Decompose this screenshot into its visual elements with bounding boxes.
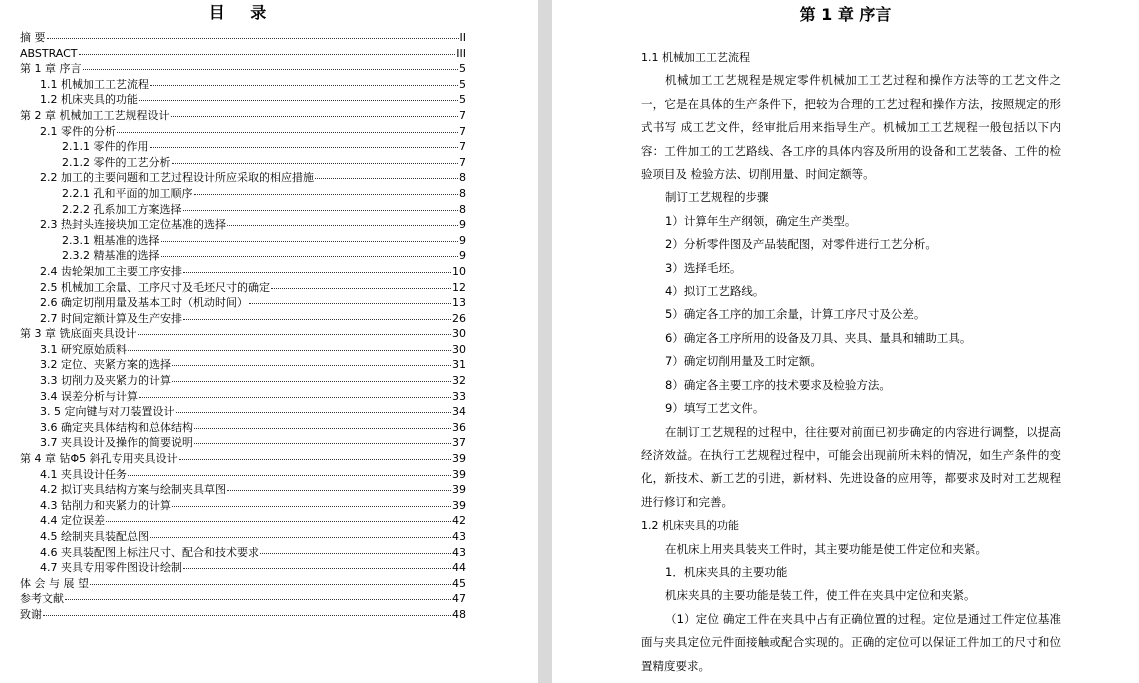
- list-item: 2）分析零件图及产品装配图，对零件进行工艺分析。: [665, 237, 937, 252]
- toc-entry-page: 8: [459, 202, 466, 216]
- toc-leader-dots: [172, 162, 459, 164]
- toc-entry-label: 3.4 误差分析与计算: [40, 389, 138, 403]
- toc-entry-page: 9: [459, 218, 466, 232]
- paragraph: （1）定位 确定工件在夹具中占有正确位置的过程。定位是通过工件定位基准面与夹具定位元件面接触或配合实现的。正确的定位可以保证工件加工的尺寸和位置精度要求。: [641, 611, 1061, 673]
- page-gutter: [538, 0, 552, 683]
- chapter-title: 第 1 章 序言: [799, 5, 892, 24]
- toc-entry-label: 1.2 机床夹具的功能: [40, 93, 138, 107]
- toc-entry-label: 4.6 夹具装配图上标注尺寸、配合和技术要求: [40, 545, 259, 559]
- toc-leader-dots: [227, 489, 451, 491]
- list-item: 7）确定切削用量及工时定额。: [665, 354, 822, 369]
- toc-leader-dots: [172, 505, 451, 507]
- toc-entry[interactable]: [20, 186, 466, 202]
- toc-leader-dots: [176, 411, 452, 413]
- toc-entry[interactable]: [20, 560, 466, 576]
- toc-entry[interactable]: [20, 170, 466, 186]
- toc-leader-dots: [83, 68, 459, 70]
- toc-entry-label: 2.1.1 零件的作用: [62, 140, 149, 154]
- toc-entry-label: 3.1 研究原始质料: [40, 342, 127, 356]
- toc-entry-label: 体 会 与 展 望: [20, 576, 89, 590]
- toc-leader-dots: [194, 442, 451, 444]
- toc-entry-label: 摘 要: [20, 31, 46, 44]
- toc-entry-page: 9: [459, 249, 466, 263]
- toc-leader-dots: [194, 193, 459, 195]
- toc-leader-dots: [249, 302, 451, 304]
- toc-entry-page: 26: [452, 311, 466, 325]
- toc-entry-label: 1.1 机械加工工艺流程: [40, 77, 149, 91]
- toc-leader-dots: [106, 520, 451, 522]
- toc-leader-dots: [171, 115, 459, 117]
- toc-leader-dots: [128, 474, 451, 476]
- toc-entry-page: 31: [452, 358, 466, 372]
- toc-entry-page: 33: [452, 389, 466, 403]
- toc-entry-label: 第 4 章 钻Φ5 斜孔专用夹具设计: [20, 452, 178, 466]
- toc-leader-dots: [260, 552, 451, 554]
- toc-entry[interactable]: [20, 202, 466, 218]
- toc-entry-label: 第 1 章 序言: [20, 62, 82, 76]
- toc-entry[interactable]: [20, 576, 466, 592]
- toc-entry[interactable]: [20, 342, 466, 358]
- toc-entry[interactable]: [20, 420, 466, 436]
- toc-entry[interactable]: [20, 139, 466, 155]
- toc-entry[interactable]: [20, 513, 466, 529]
- toc-entry-label: 2.2 加工的主要问题和工艺过程设计所应采取的相应措施: [40, 171, 314, 185]
- toc-entry-page: 10: [452, 264, 466, 278]
- list-item: 6）确定各工序所用的设备及刀具、夹具、量具和辅助工具。: [665, 330, 972, 345]
- toc-leader-dots: [172, 380, 451, 382]
- toc-entry-page: 43: [452, 530, 466, 543]
- toc-entry-label: 4.3 钻削力和夹紧力的计算: [40, 498, 171, 512]
- toc-entry-label: 2.5 机械加工余量、工序尺寸及毛坯尺寸的确定: [40, 280, 270, 294]
- toc-leader-dots: [150, 84, 458, 86]
- toc-entry[interactable]: [20, 264, 466, 280]
- chapter-page: [552, 0, 1139, 683]
- toc-entry-page: 5: [459, 62, 466, 76]
- toc-entry-label: ABSTRACT: [20, 46, 78, 60]
- toc-entry-page: 39: [452, 498, 466, 512]
- toc-entry-label: 2.3.2 精基准的选择: [62, 249, 160, 263]
- toc-leader-dots: [139, 396, 451, 398]
- toc-entry-page: 30: [452, 342, 466, 356]
- paragraph: 机械加工工艺规程是规定零件机械加工工艺过程和操作方法等的工艺文件之一，它是在具体的生产条件下，把较为合理的工艺过程和操作方法，按照规定的形式书写 成工艺文件，经审批后用来指导生产。机械加工工艺规程一般包括以下内容：工件加工的工艺路线、各工序的具体内容及所用的设备和工艺装备、工件的检验项目及 检验方法、切削用量、时间定额等。: [641, 73, 1061, 182]
- toc-entry[interactable]: [20, 435, 466, 451]
- toc-entry-page: 32: [452, 374, 466, 388]
- toc-entry-label: 参考文献: [20, 592, 64, 606]
- toc-entry-label: 2.7 时间定额计算及生产安排: [40, 311, 182, 325]
- toc-entry-label: 2.3 热封头连接块加工定位基准的选择: [40, 218, 226, 232]
- paragraph: 在制订工艺规程的过程中，往往要对前面已初步确定的内容进行调整，以提高经济效益。在执行工艺规程过程中，可能会出现前所未料的情况，如生产条件的变化，新技术、新工艺的引进，新材料、先进设备的应用等，都要求及时对工艺规程进行修订和完善。: [641, 424, 1061, 509]
- toc-leader-dots: [79, 53, 456, 55]
- toc-leader-dots: [65, 598, 451, 600]
- toc-leader-dots: [128, 349, 451, 351]
- toc-entry-label: 3.7 夹具设计及操作的简要说明: [40, 436, 193, 450]
- toc-entry[interactable]: [20, 108, 466, 124]
- toc-entry[interactable]: [20, 233, 466, 249]
- toc-title: 目 录: [208, 3, 277, 22]
- toc-entry[interactable]: [20, 61, 466, 77]
- toc-entry-page: 7: [459, 108, 466, 122]
- list-item: 1．机床夹具的主要功能: [665, 564, 788, 579]
- toc-entry-page: 39: [452, 483, 466, 497]
- toc-leader-dots: [150, 146, 459, 148]
- toc-entry[interactable]: [20, 77, 466, 93]
- toc-entry-page: 42: [452, 514, 466, 528]
- toc-entry-label: 2.2.1 孔和平面的加工顺序: [62, 186, 193, 200]
- paragraph: 制订工艺规程的步骤: [665, 190, 769, 205]
- toc-entry-page: 9: [459, 233, 466, 247]
- toc-leader-dots: [179, 458, 451, 460]
- list-item: 4）拟订工艺路线。: [665, 284, 765, 299]
- toc-entry-label: 3.3 切削力及夹紧力的计算: [40, 374, 171, 388]
- toc-entry[interactable]: [20, 280, 466, 296]
- toc-entry-page: II: [459, 31, 466, 44]
- toc-entry[interactable]: [20, 404, 466, 420]
- toc-leader-dots: [161, 255, 459, 257]
- toc-leader-dots: [183, 567, 451, 569]
- toc-entry[interactable]: [20, 124, 466, 140]
- section-heading: 1.2 机床夹具的功能: [641, 519, 739, 533]
- toc-entry[interactable]: [20, 467, 466, 483]
- toc-entry[interactable]: [20, 30, 466, 46]
- toc-leader-dots: [315, 177, 458, 179]
- toc-entry-page: 5: [459, 93, 466, 107]
- toc-entry-page: 34: [452, 405, 466, 419]
- toc-entry-label: 2.4 齿轮架加工主要工序安排: [40, 264, 182, 278]
- toc-leader-dots: [161, 240, 459, 242]
- toc-entry-label: 2.1 零件的分析: [40, 124, 116, 138]
- toc-entry[interactable]: [20, 311, 466, 327]
- toc-entry-label: 2.3.1 粗基准的选择: [62, 233, 160, 247]
- toc-leader-dots: [150, 536, 451, 538]
- toc-page: [0, 0, 538, 683]
- toc-entry-label: 第 3 章 铣底面夹具设计: [20, 327, 137, 341]
- toc-entry-page: 13: [452, 296, 466, 310]
- toc-entry-page: 39: [452, 452, 466, 466]
- toc-entry[interactable]: [20, 92, 466, 108]
- toc-entry-label: 3.2 定位、夹紧方案的选择: [40, 358, 171, 372]
- toc-entry-page: 43: [452, 545, 466, 559]
- toc-leader-dots: [183, 318, 451, 320]
- toc-entry-label: 3. 5 定向键与对刀装置设计: [40, 405, 175, 419]
- toc-entry-page: 8: [459, 171, 466, 185]
- list-item: 1）计算年生产纲领，确定生产类型。: [665, 213, 857, 228]
- paragraph: 在机床上用夹具装夹工件时，其主要功能是使工件定位和夹紧。: [665, 541, 987, 556]
- toc-leader-dots: [139, 99, 458, 101]
- toc-entry-label: 第 2 章 机械加工工艺规程设计: [20, 108, 170, 122]
- paragraph: 机床夹具的主要功能是装工件，使工件在夹具中定位和夹紧。: [665, 588, 976, 603]
- list-item: 5）确定各工序的加工余量，计算工序尺寸及公差。: [665, 307, 926, 322]
- toc-entry[interactable]: [20, 591, 466, 607]
- toc-leader-dots: [138, 333, 452, 335]
- toc-entry-page: 7: [459, 155, 466, 169]
- toc-entry-label: 2.6 确定切削用量及基本工时（机动时间）: [40, 296, 248, 310]
- toc-entry-page: 7: [459, 140, 466, 154]
- toc-entry-label: 2.1.2 零件的工艺分析: [62, 155, 171, 169]
- toc-entry[interactable]: [20, 498, 466, 514]
- toc-entry-label: 4.2 拟订夹具结构方案与绘制夹具草图: [40, 483, 226, 497]
- list-item: 9）填写工艺文件。: [665, 401, 765, 416]
- toc-entry-page: III: [456, 46, 466, 60]
- toc-entry-page: 39: [452, 467, 466, 481]
- toc-leader-dots: [194, 427, 451, 429]
- toc-leader-dots: [90, 583, 451, 585]
- toc-entry-label: 3.6 确定夹具体结构和总体结构: [40, 420, 193, 434]
- toc-entry-page: 12: [452, 280, 466, 294]
- toc-leader-dots: [117, 131, 458, 133]
- toc-entry-page: 8: [459, 186, 466, 200]
- toc-entry-page: 44: [452, 561, 466, 575]
- toc-entry[interactable]: [20, 155, 466, 171]
- toc-entry-label: 4.4 定位误差: [40, 514, 105, 528]
- toc-entry[interactable]: [20, 46, 466, 62]
- toc-entry-page: 36: [452, 420, 466, 434]
- section-heading: 1.1 机械加工工艺流程: [641, 51, 750, 64]
- toc-entry[interactable]: [20, 607, 466, 623]
- toc-leader-dots: [271, 287, 451, 289]
- toc-leader-dots: [43, 614, 451, 616]
- toc-entry-label: 4.5 绘制夹具装配总图: [40, 530, 149, 543]
- toc-entry-page: 7: [459, 124, 466, 138]
- toc-entry-page: 48: [452, 607, 466, 621]
- toc-leader-dots: [47, 37, 459, 39]
- toc-entry-page: 47: [452, 592, 466, 606]
- toc-entry-label: 致谢: [20, 607, 42, 621]
- toc-leader-dots: [227, 224, 458, 226]
- toc-entry[interactable]: [20, 295, 466, 311]
- toc-entry[interactable]: [20, 529, 466, 545]
- toc-entry-page: 5: [459, 77, 466, 91]
- chapter-body: [641, 46, 1061, 678]
- toc-entry[interactable]: [20, 482, 466, 498]
- list-item: 8）确定各主要工序的技术要求及检验方法。: [665, 377, 891, 392]
- toc-entry-label: 2.2.2 孔系加工方案选择: [62, 202, 182, 216]
- toc-entry[interactable]: [20, 357, 466, 373]
- toc-entry[interactable]: [20, 217, 466, 233]
- toc-entry[interactable]: [20, 248, 466, 264]
- toc-entry[interactable]: [20, 545, 466, 561]
- toc-entry-label: 4.1 夹具设计任务: [40, 467, 127, 481]
- toc-entry-page: 30: [452, 327, 466, 341]
- toc-entry[interactable]: [20, 326, 466, 342]
- toc-entry[interactable]: [20, 451, 466, 467]
- toc-leader-dots: [183, 271, 451, 273]
- toc-entry-page: 45: [452, 576, 466, 590]
- toc-leader-dots: [172, 364, 451, 366]
- toc-list: [20, 30, 466, 623]
- toc-entry[interactable]: [20, 389, 466, 405]
- list-item: 3）选择毛坯。: [665, 260, 742, 275]
- toc-entry[interactable]: [20, 373, 466, 389]
- toc-entry-page: 37: [452, 436, 466, 450]
- toc-leader-dots: [183, 209, 459, 211]
- toc-entry-label: 4.7 夹具专用零件图设计绘制: [40, 561, 182, 575]
